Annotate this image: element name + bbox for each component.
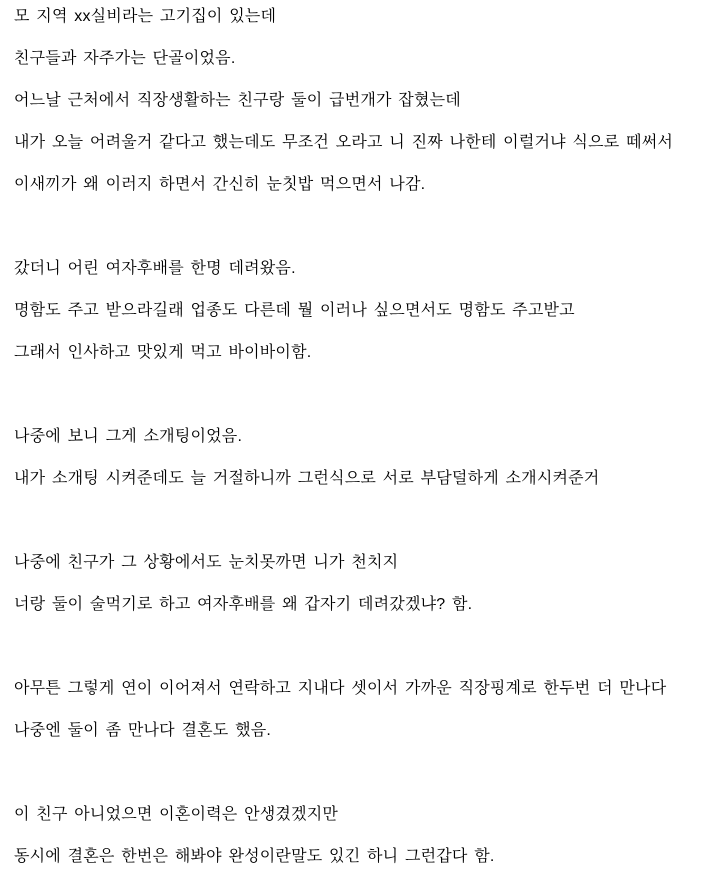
paragraph — [14, 416, 716, 500]
paragraph — [14, 0, 716, 206]
text-line: 나중엔 둘이 좀 만나다 결혼도 했음. — [14, 722, 272, 739]
paragraph — [14, 668, 716, 752]
text-line: 나중에 친구가 그 상황에서도 눈치못까면 니가 천치지 — [14, 554, 399, 571]
paragraph — [14, 794, 716, 878]
paragraph — [14, 542, 716, 626]
text-line: 이새끼가 왜 이러지 하면서 간신히 눈칫밥 먹으면서 나감. — [14, 176, 426, 193]
text-line: 이 친구 아니었으면 이혼이력은 안생겼겠지만 — [14, 806, 339, 823]
text-line: 동시에 결혼은 한번은 해봐야 완성이란말도 있긴 하니 그런갑다 함. — [14, 848, 495, 865]
text-line: 어느날 근처에서 직장생활하는 친구랑 둘이 급번개가 잡혔는데 — [14, 92, 461, 109]
text-line: 그래서 인사하고 맛있게 먹고 바이바이함. — [14, 344, 312, 361]
text-line: 너랑 둘이 술먹기로 하고 여자후배를 왜 갑자기 데려갔겠냐? 함. — [14, 596, 473, 613]
paragraph — [14, 248, 716, 374]
text-line: 내가 소개팅 시켜준데도 늘 거절하니까 그런식으로 서로 부담덜하게 소개시켜준거 — [14, 470, 600, 487]
text-line: 나중에 보니 그게 소개팅이었음. — [14, 428, 243, 445]
text-line: 내가 오늘 어려울거 같다고 했는데도 무조건 오라고 니 진짜 나한테 이럴거냐 식으로 떼써서 — [14, 134, 674, 151]
text-line: 모 지역 xx실비라는 고기집이 있는데 — [14, 8, 277, 25]
text-line: 갔더니 어린 여자후배를 한명 데려왔음. — [14, 260, 296, 277]
text-line: 명함도 주고 받으라길래 업종도 다른데 뭘 이러나 싶으면서도 명함도 주고받고 — [14, 302, 575, 319]
text-line: 아무튼 그렇게 연이 이어져서 연락하고 지내다 셋이서 가까운 직장핑계로 한두번 더 만나다 — [14, 680, 667, 697]
text-line: 친구들과 자주가는 단골이었음. — [14, 50, 236, 67]
